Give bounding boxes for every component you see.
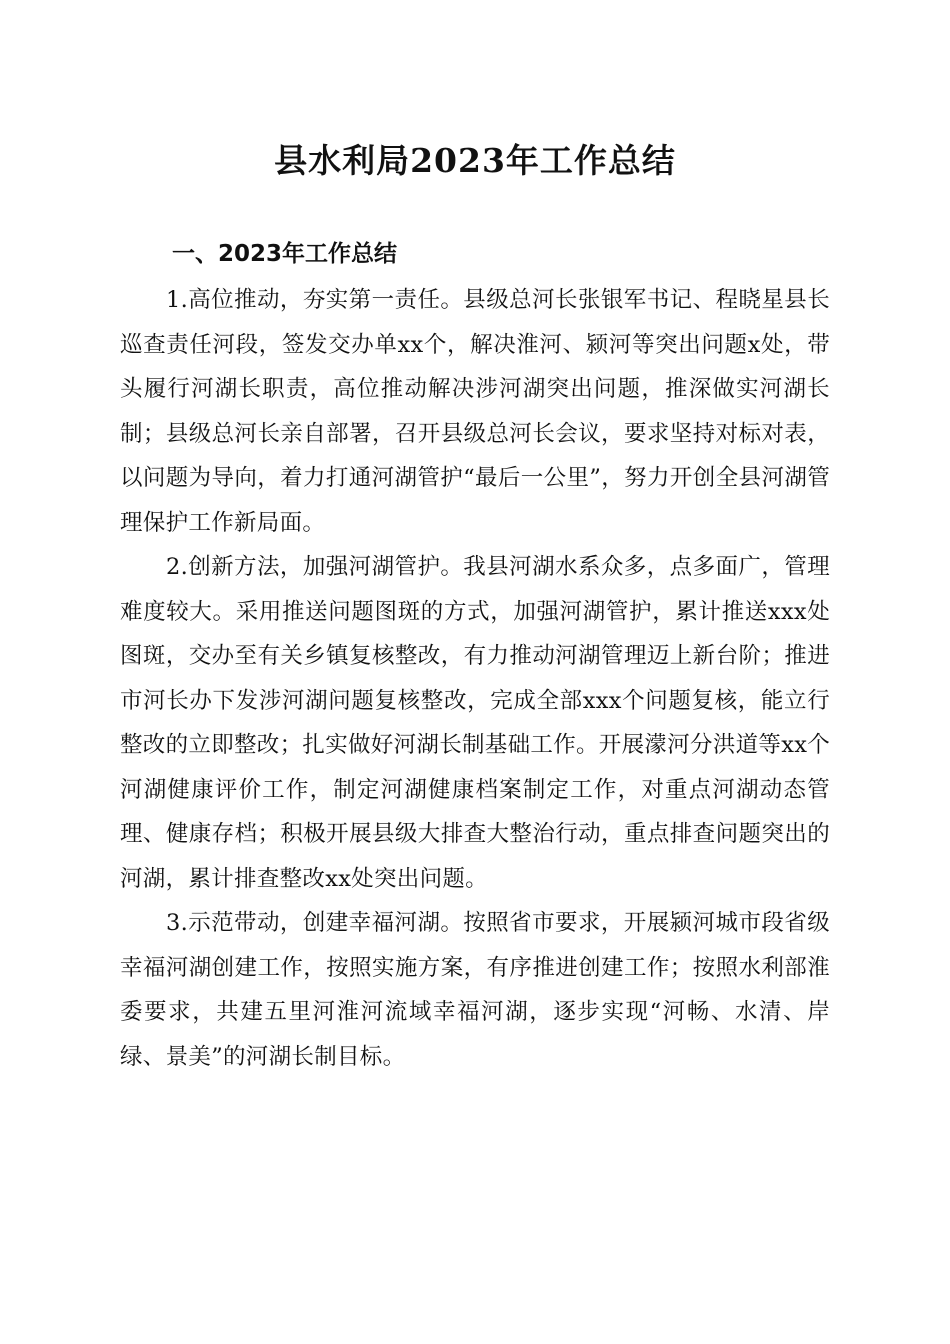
section-heading: 一、2023年工作总结 (172, 241, 398, 267)
paragraph-2: 2.创新方法，加强河湖管护。我县河湖水系众多，点多面广，管理难度较大。采用推送问题图斑的方式，加强河湖管护，累计推送xxx处图斑，交办至有关乡镇复核整改，有力推动河湖管理迈上新台阶；推进市河长办下发涉河湖问题复核整改，完成全部xxx个问题复核，能立行整改的立即整改；扎实做好河湖长制基础工作。开展濛河分洪道等xx个河湖健康评价工作，制定河湖健康档案制定工作，对重点河湖动态管理、健康存档；积极开展县级大排查大整治行动，重点排查问题突出的河湖，累计排查整改xx处突出问题。 (120, 554, 830, 892)
paragraph-1: 1.高位推动，夯实第一责任。县级总河长张银军书记、程晓星县长巡查责任河段，签发交办单xx个，解决淮河、颍河等突出问题x处，带头履行河湖长职责，高位推动解决涉河湖突出问题，推深做实河湖长制；县级总河长亲自部署，召开县级总河长会议，要求坚持对标对表，以问题为导向，着力打通河湖管护“最后一公里”，努力开创全县河湖管理保护工作新局面。 (120, 287, 830, 536)
document-body (120, 278, 830, 1079)
paragraph-3: 3.示范带动，创建幸福河湖。按照省市要求，开展颍河城市段省级幸福河湖创建工作，按照实施方案，有序推进创建工作；按照水利部淮委要求，共建五里河淮河流域幸福河湖，逐步实现“河畅、水清、岸绿、景美”的河湖长制目标。 (120, 910, 830, 1070)
document-title: 县水利局2023年工作总结 (274, 141, 676, 180)
